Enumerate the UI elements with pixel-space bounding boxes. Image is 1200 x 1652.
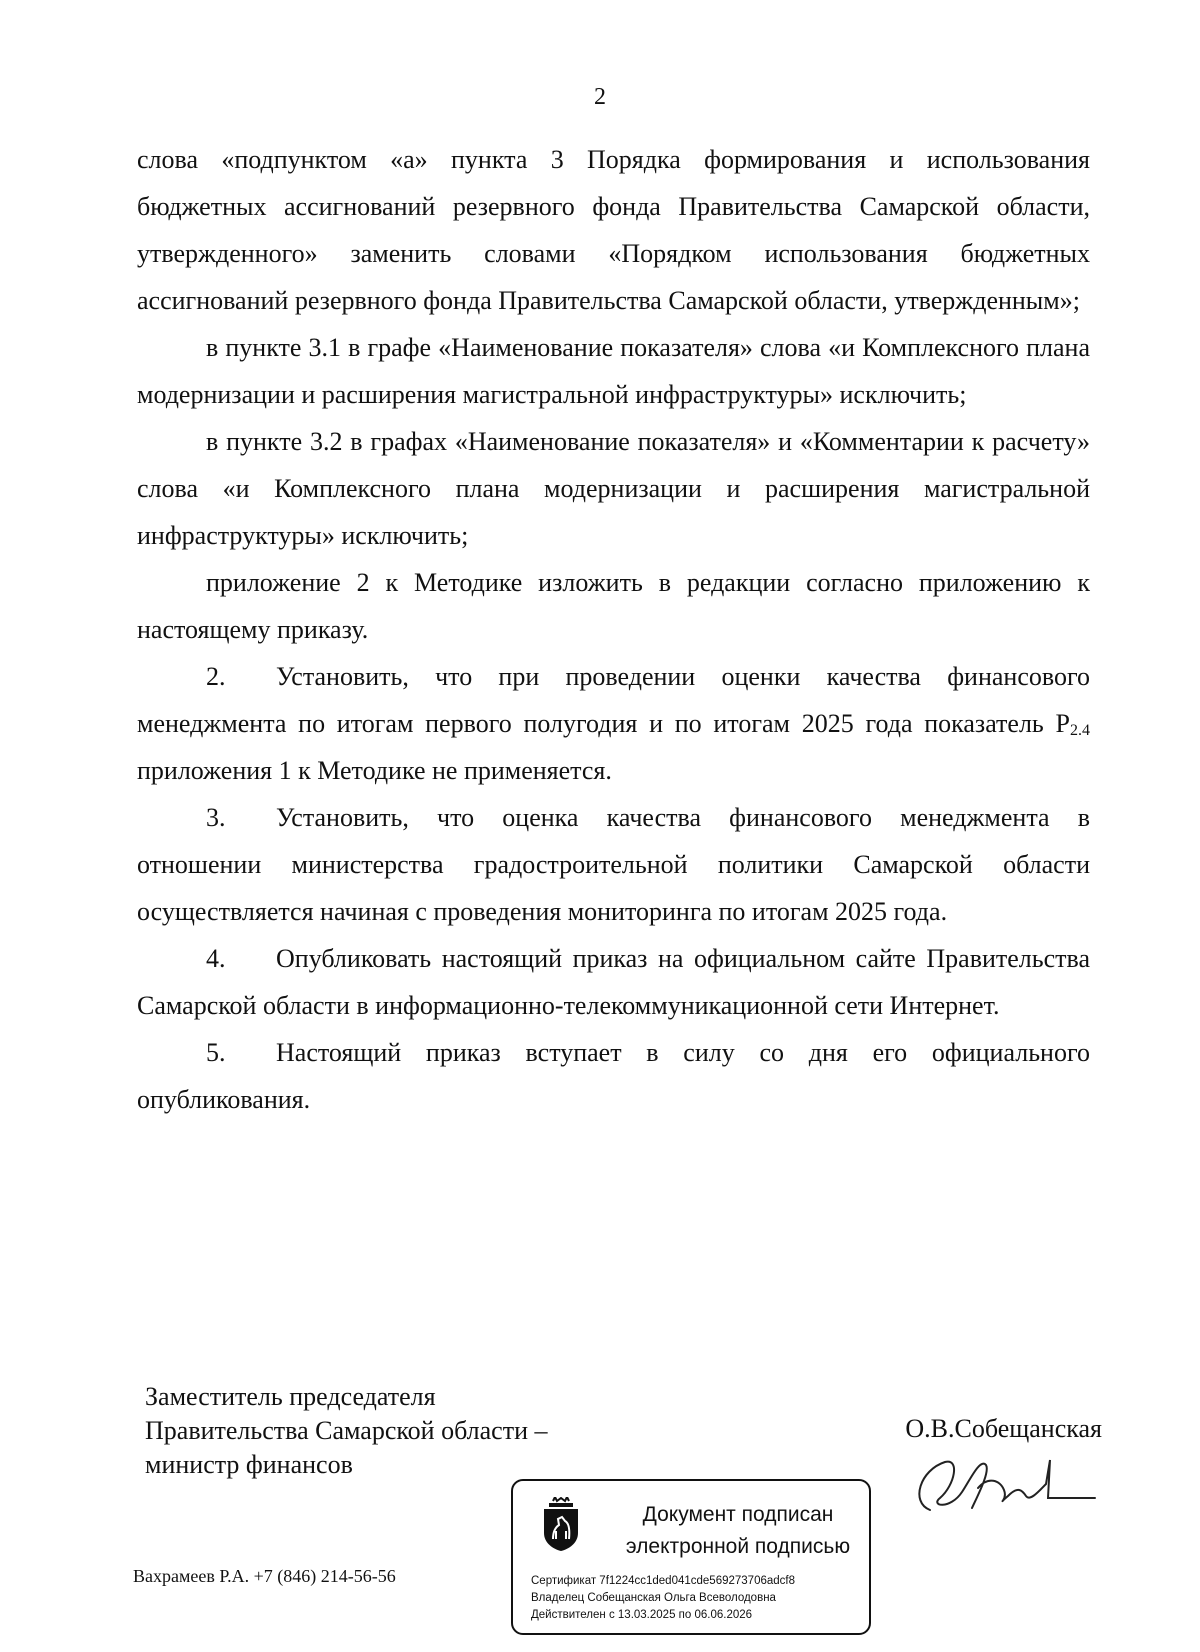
position-line: Правительства Самарской области –: [145, 1416, 548, 1445]
numbered-item: [137, 794, 1090, 935]
item-text: приложения 1 к Методике не применяется.: [137, 756, 612, 785]
item-number: 5.: [206, 1038, 226, 1067]
item-text: Настоящий приказ вступает в силу со дня его официального опубликования.: [137, 1038, 1090, 1114]
paragraph: приложение 2 к Методике изложить в редакции согласно приложению к настоящему приказу.: [137, 568, 1090, 644]
numbered-item: [137, 653, 1090, 794]
item-number: 3.: [206, 803, 226, 832]
certificate-owner: Владелец Собещанская Ольга Всеволодовна: [531, 1592, 776, 1604]
document-body: [137, 136, 1090, 1123]
item-number: 2.: [206, 662, 226, 691]
item-text: Установить, что оценка качества финансового менеджмента в отношении министерства градостроительной политики Самарской области осуществляется начиная с проведения мониторинга по итогам 2025 года.: [137, 803, 1090, 926]
item-text: Опубликовать настоящий приказ на официальном сайте Правительства Самарской области в информационно-телекоммуникационной сети Интернет.: [137, 944, 1090, 1020]
stamp-title: [613, 1499, 863, 1563]
page-number: 2: [594, 84, 606, 110]
numbered-item: [137, 935, 1090, 1029]
signatory-position: [145, 1380, 548, 1482]
numbered-item: [137, 1029, 1090, 1123]
executor-contact: Вахрамеев Р.А. +7 (846) 214-56-56: [133, 1566, 396, 1586]
item-number: 4.: [206, 944, 226, 973]
position-line: министр финансов: [145, 1450, 353, 1479]
indicator-subscript: 2.4: [1070, 722, 1090, 739]
paragraph: в пункте 3.1 в графе «Наименование показателя» слова «и Комплексного плана модернизации и расширения магистральной инфраструктуры» исключить;: [137, 333, 1090, 409]
electronic-signature-stamp: [511, 1479, 871, 1635]
item-text: Установить, что при проведении оценки качества финансового менеджмента по итогам первого полугодия и по итогам 2025 года показатель Р: [137, 662, 1090, 738]
stamp-details: [531, 1573, 861, 1624]
paragraph: слова «подпунктом «а» пункта 3 Порядка формирования и использования бюджетных ассигнований резервного фонда Правительства Самарской области, утвержденного» заменить словами «Порядком использования бюджетных ассигнований резервного фонда Правительства Самарской области, утвержденным»;: [137, 145, 1090, 315]
paragraph: в пункте 3.2 в графах «Наименование показателя» и «Комментарии к расчету» слова «и Комплексного плана модернизации и расширения магистральной инфраструктуры» исключить;: [137, 427, 1090, 550]
samara-coat-of-arms-icon: [541, 1497, 581, 1551]
stamp-title-line: электронной подписью: [625, 1535, 851, 1558]
position-line: Заместитель председателя: [145, 1382, 436, 1411]
certificate-number: Сертификат 7f1224cc1ded041cde569273706adcf8: [531, 1575, 795, 1587]
signatory-name: О.В.Собещанская: [905, 1414, 1102, 1443]
handwritten-signature: [900, 1440, 1100, 1530]
certificate-validity: Действителен с 13.03.2025 по 06.06.2026: [531, 1609, 753, 1621]
stamp-title-line: Документ подписан: [642, 1503, 834, 1526]
